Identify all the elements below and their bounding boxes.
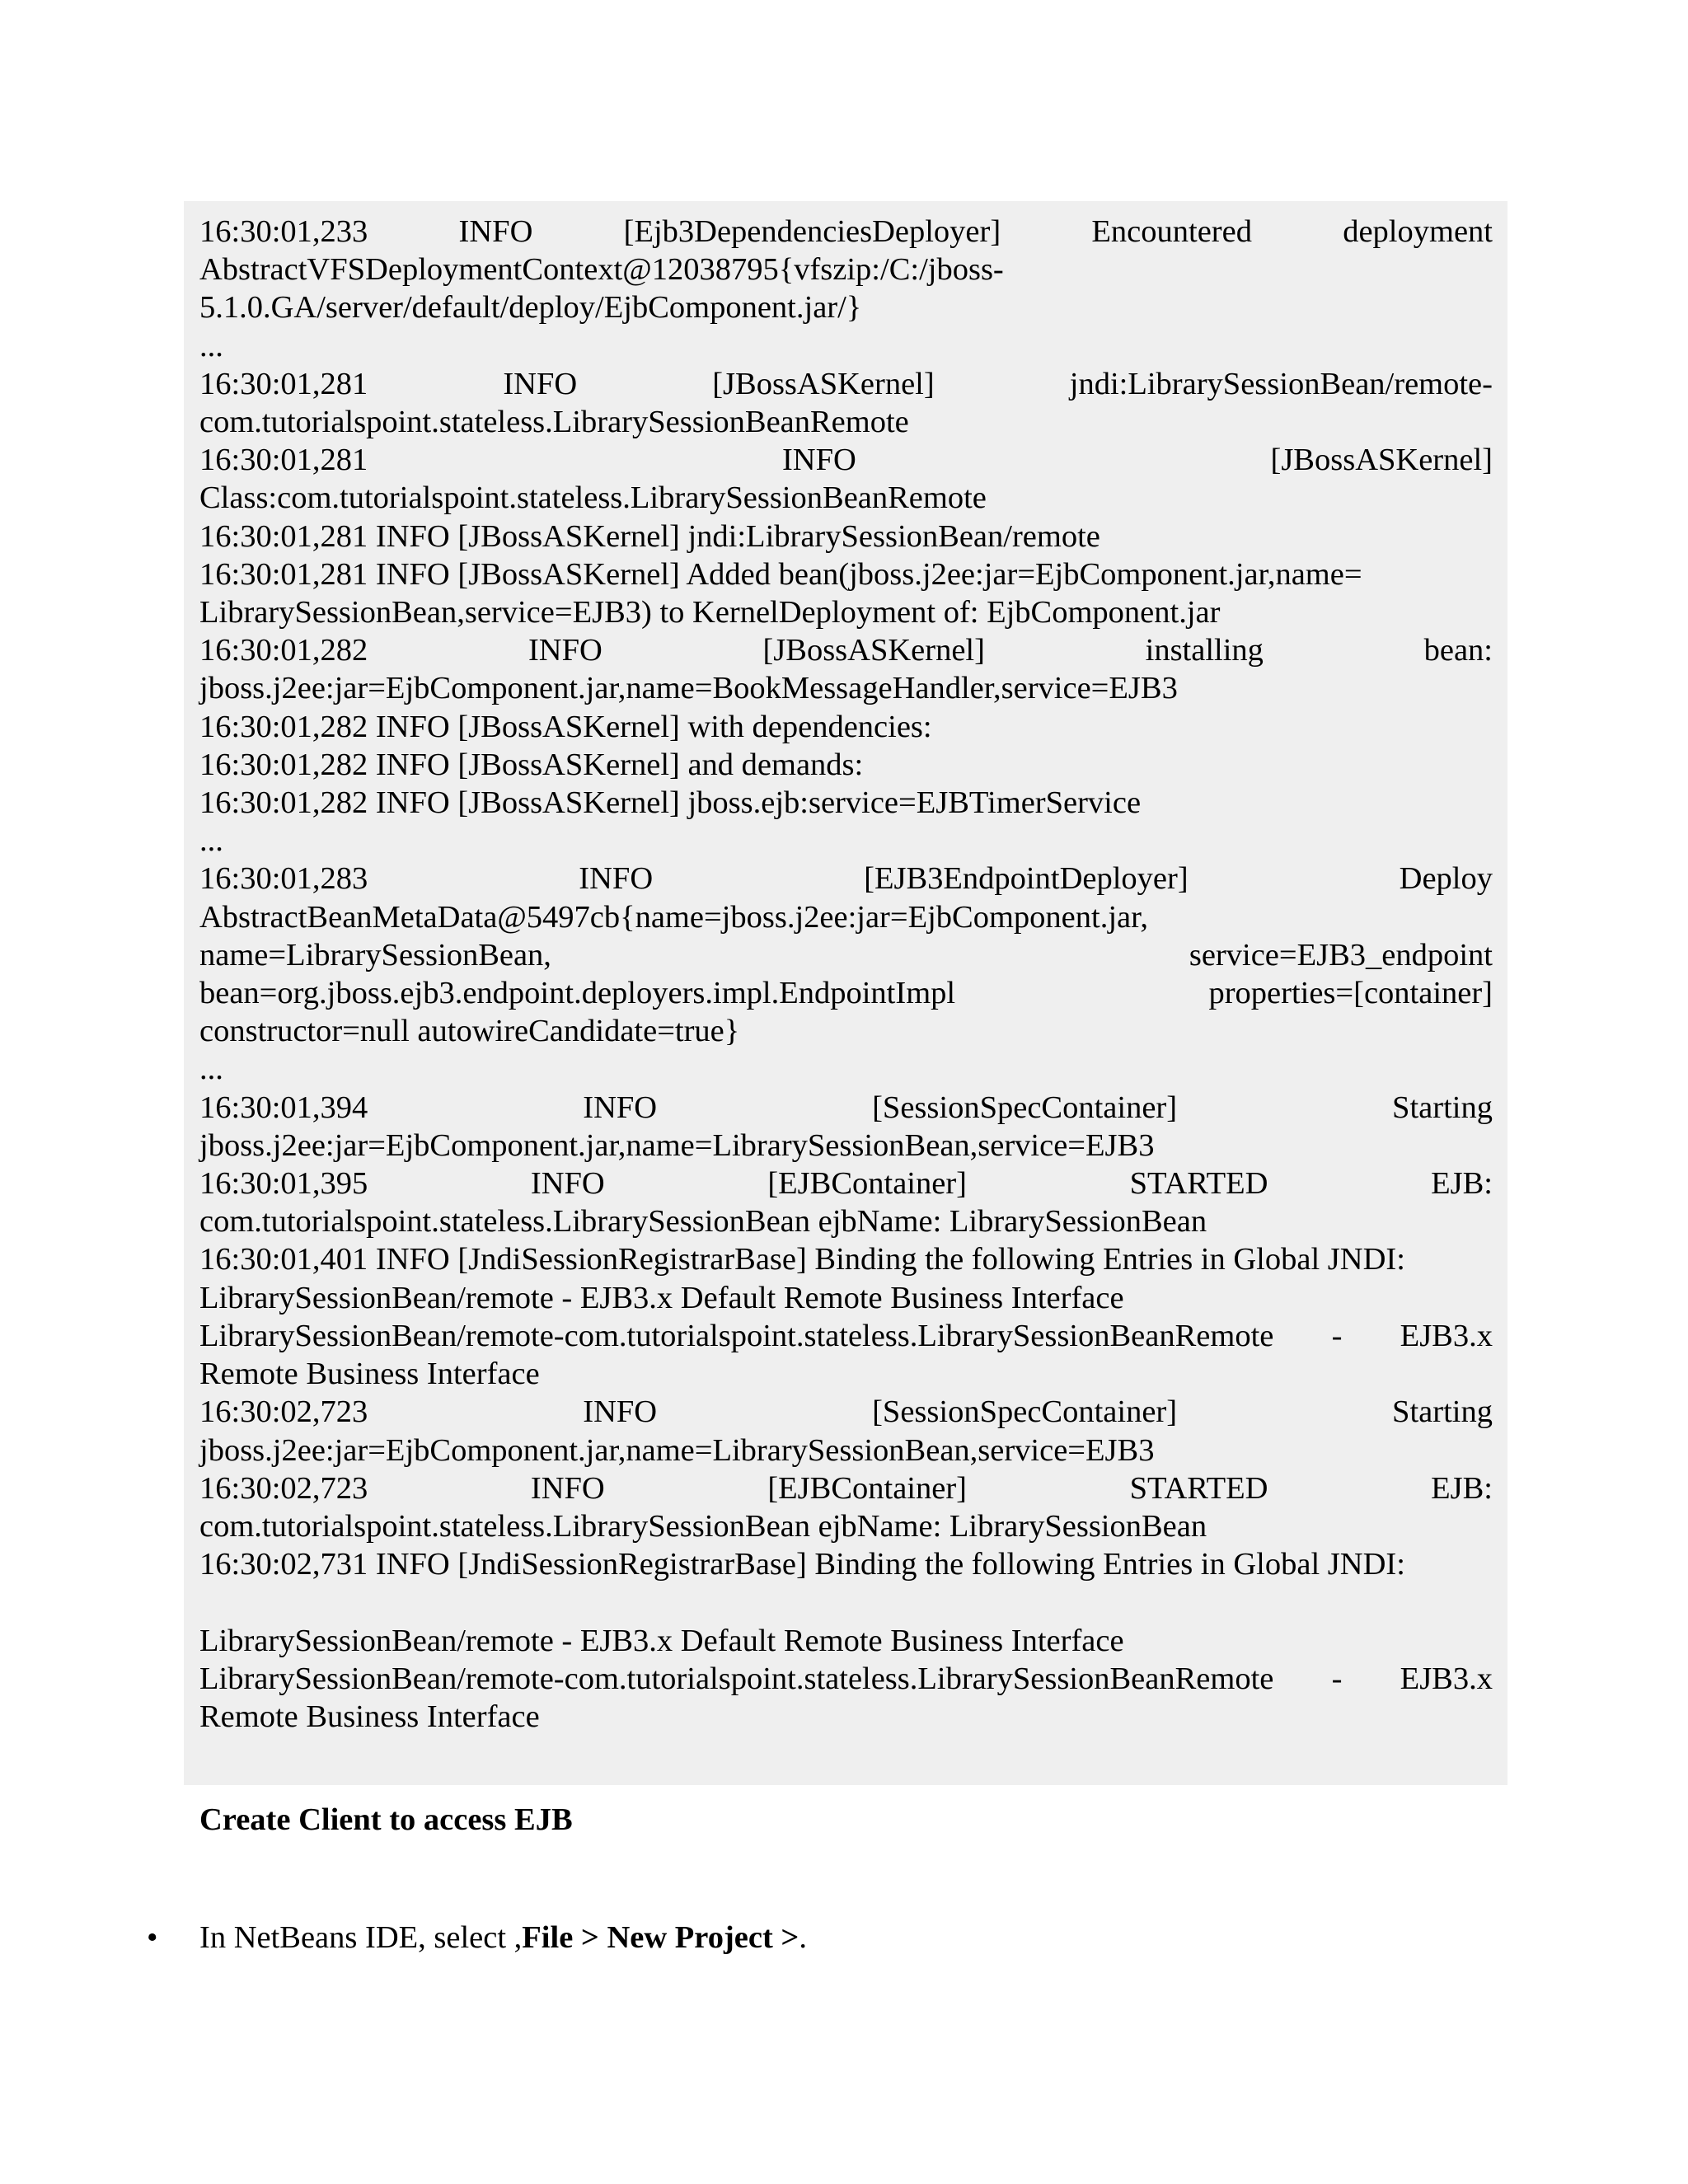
- log-line: Class:com.tutorialspoint.stateless.LibrarySessionBeanRemote: [199, 480, 987, 516]
- log-token: deployment: [1343, 214, 1493, 249]
- instruction-text: [199, 1919, 807, 1957]
- log-token: [EJB3EndpointDeployer]: [864, 861, 1189, 897]
- log-line: [199, 631, 1493, 669]
- log-token: INFO: [583, 1090, 658, 1125]
- log-token: INFO: [530, 1470, 605, 1506]
- log-token: INFO: [579, 861, 654, 897]
- log-line: 16:30:01,281 INFO [JBossASKernel] jndi:LibrarySessionBean/remote: [199, 518, 1100, 554]
- log-token: INFO: [458, 214, 533, 249]
- log-token: STARTED: [1129, 1166, 1268, 1202]
- log-line: com.tutorialspoint.stateless.LibrarySessionBeanRemote: [199, 405, 909, 440]
- log-line: jboss.j2ee:jar=EjbComponent.jar,name=BookMessageHandler,service=EJB3: [199, 671, 1178, 706]
- log-token: 16:30:01,281: [199, 443, 368, 478]
- log-line: [199, 1660, 1493, 1698]
- log-token: 16:30:01,233: [199, 214, 368, 249]
- log-token: Starting: [1392, 1394, 1493, 1430]
- log-line: 16:30:01,282 INFO [JBossASKernel] and demands:: [199, 747, 864, 782]
- log-line: [199, 974, 1493, 1012]
- log-token: INFO: [528, 633, 603, 668]
- log-token: -: [1331, 1661, 1343, 1696]
- log-line: jboss.j2ee:jar=EjbComponent.jar,name=LibrarySessionBean,service=EJB3: [199, 1127, 1155, 1163]
- log-line: Remote Business Interface: [199, 1357, 540, 1392]
- log-token: EJB:: [1431, 1166, 1493, 1202]
- bullet-icon: •: [147, 1920, 158, 1955]
- log-line: [199, 1583, 1493, 1621]
- log-line: jboss.j2ee:jar=EjbComponent.jar,name=LibrarySessionBean,service=EJB3: [199, 1432, 1155, 1468]
- log-line: ...: [199, 328, 223, 363]
- log-token: [JBossASKernel]: [1270, 443, 1493, 478]
- log-line: com.tutorialspoint.stateless.LibrarySessionBean ejbName: LibrarySessionBean: [199, 1204, 1207, 1240]
- log-line: [199, 365, 1493, 403]
- log-token: bean=org.jboss.ejb3.endpoint.deployers.impl.EndpointImpl: [199, 976, 956, 1011]
- section-heading: Create Client to access EJB: [199, 1802, 573, 1837]
- log-token: name=LibrarySessionBean,: [199, 937, 551, 972]
- log-line: [199, 213, 1493, 251]
- log-token: EJB3.x: [1400, 1661, 1493, 1696]
- log-line: [199, 1469, 1493, 1507]
- log-token: INFO: [530, 1166, 605, 1202]
- log-line: 5.1.0.GA/server/default/deploy/EjbComponent.jar/}: [199, 290, 862, 326]
- log-token: [SessionSpecContainer]: [872, 1394, 1178, 1430]
- log-line: [199, 1089, 1493, 1127]
- log-token: 16:30:01,282: [199, 633, 368, 668]
- log-token: 16:30:01,394: [199, 1090, 368, 1125]
- log-token: [Ejb3DependenciesDeployer]: [623, 214, 1001, 249]
- log-token: service=EJB3_endpoint: [1189, 937, 1493, 972]
- log-token: 16:30:01,283: [199, 861, 368, 897]
- log-line: LibrarySessionBean,service=EJB3) to KernelDeployment of: EjbComponent.jar: [199, 595, 1221, 630]
- log-token: jndi:LibrarySessionBean/remote-: [1069, 366, 1493, 401]
- log-line: constructor=null autowireCandidate=true}: [199, 1014, 740, 1049]
- log-token: -: [1331, 1318, 1343, 1353]
- log-token: [JBossASKernel]: [762, 633, 985, 668]
- log-line: LibrarySessionBean/remote - EJB3.x Default Remote Business Interface: [199, 1280, 1124, 1315]
- instruction-suffix: .: [799, 1920, 807, 1955]
- log-token: [JBossASKernel]: [712, 366, 935, 401]
- log-token: 16:30:01,395: [199, 1166, 368, 1202]
- log-line: com.tutorialspoint.stateless.LibrarySessionBean ejbName: LibrarySessionBean: [199, 1508, 1207, 1544]
- log-token: Deploy: [1399, 861, 1493, 897]
- log-line: [199, 441, 1493, 479]
- log-line: [199, 1165, 1493, 1202]
- log-token: INFO: [781, 443, 856, 478]
- log-token: installing: [1145, 633, 1264, 668]
- log-line: AbstractBeanMetaData@5497cb{name=jboss.j2ee:jar=EjbComponent.jar,: [199, 899, 1149, 935]
- log-line: Remote Business Interface: [199, 1699, 540, 1734]
- log-line: 16:30:01,281 INFO [JBossASKernel] Added bean(jboss.j2ee:jar=EjbComponent.jar,name=: [199, 556, 1362, 592]
- log-line: ...: [199, 823, 223, 859]
- log-line: [199, 936, 1493, 974]
- log-line: [199, 1317, 1493, 1355]
- log-token: 16:30:02,723: [199, 1394, 368, 1430]
- log-token: INFO: [503, 366, 578, 401]
- log-token: INFO: [583, 1394, 658, 1430]
- instruction-prefix: In NetBeans IDE, select ,: [199, 1920, 523, 1955]
- log-token: Starting: [1392, 1090, 1493, 1125]
- log-line: [199, 860, 1493, 898]
- log-token: EJB:: [1431, 1470, 1493, 1506]
- log-token: [EJBContainer]: [767, 1470, 967, 1506]
- console-log-output: [184, 201, 1507, 1785]
- log-token: 16:30:01,281: [199, 366, 368, 401]
- log-line: 16:30:01,282 INFO [JBossASKernel] jboss.ejb:service=EJBTimerService: [199, 785, 1142, 821]
- log-token: STARTED: [1129, 1470, 1268, 1506]
- log-token: properties=[container]: [1208, 976, 1493, 1011]
- log-token: [EJBContainer]: [767, 1166, 967, 1202]
- log-token: LibrarySessionBean/remote-com.tutorialspoint.stateless.LibrarySessionBeanRemote: [199, 1661, 1274, 1696]
- log-line: LibrarySessionBean/remote - EJB3.x Default Remote Business Interface: [199, 1623, 1124, 1658]
- menu-path: File > New Project >: [522, 1920, 799, 1955]
- log-token: [SessionSpecContainer]: [872, 1090, 1178, 1125]
- log-line: 16:30:02,731 INFO [JndiSessionRegistrarBase] Binding the following Entries in Global JNDI:: [199, 1547, 1405, 1582]
- log-line: ...: [199, 1052, 223, 1087]
- log-line: AbstractVFSDeploymentContext@12038795{vfszip:/C:/jboss-: [199, 252, 1004, 288]
- log-token: LibrarySessionBean/remote-com.tutorialspoint.stateless.LibrarySessionBeanRemote: [199, 1318, 1274, 1353]
- log-line: 16:30:01,282 INFO [JBossASKernel] with dependencies:: [199, 709, 932, 744]
- log-line: 16:30:01,401 INFO [JndiSessionRegistrarBase] Binding the following Entries in Global JNDI:: [199, 1242, 1405, 1277]
- log-token: 16:30:02,723: [199, 1470, 368, 1506]
- log-token: Encountered: [1091, 214, 1252, 249]
- log-token: EJB3.x: [1400, 1318, 1493, 1353]
- log-line: [199, 1393, 1493, 1431]
- log-token: bean:: [1423, 633, 1493, 668]
